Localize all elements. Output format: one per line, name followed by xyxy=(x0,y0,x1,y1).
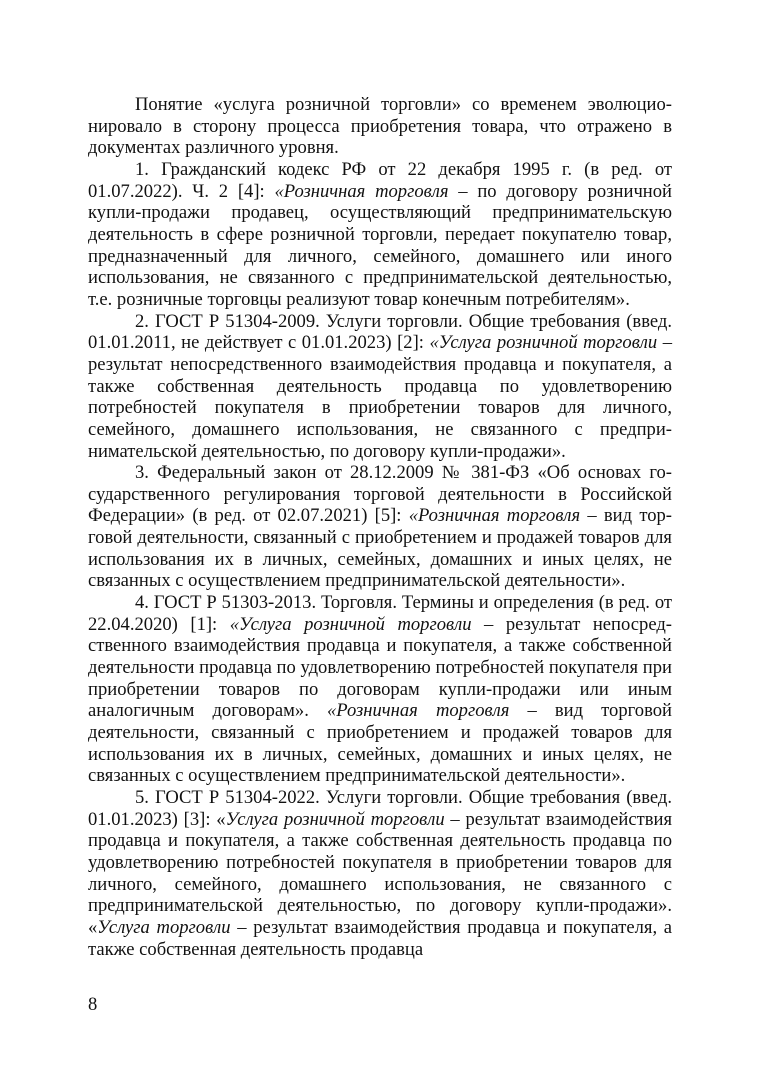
paragraph-intro xyxy=(88,94,672,159)
text-span: – вид торговой деятельности, связанный с приобретением и продажей товаров для использования их в личных, семейных, домашних и иных целях, не связанных с осуществлением предпринимательской деятельности». xyxy=(88,505,672,592)
text-span: 5. ГОСТ Р 51304-2022. Услуги торговли. Общие требования (введ. 01.01.2023) [3]: « xyxy=(88,787,672,830)
italic-term: «Услуга розничной торговли xyxy=(429,332,658,354)
paragraph-item-5 xyxy=(88,787,672,960)
italic-term: Услуга розничной торговли xyxy=(225,808,445,830)
text-span: – результат непосредственного взаимодействия продавца и покупателя, а также собственная деятельность продавца по удовлетворению потребностей покупателя в приобретении товаров для личного, семейного, домашнего использования, не связанного с предпринимательской деятельностью, по договору купли-продажи». xyxy=(88,332,672,462)
text-span: – вид торговой деятельности, связанный с приобретением и продажей товаров для использования их в личных, семейных, домашних и иных целях, не связанных с осуществлением предпринимательской деятельности». xyxy=(88,700,672,787)
text-span: – результат взаимодействия продавца и покупателя, а также собственная деятельность продавца по удовлетворению потребностей покупателя в приобретении товаров для личного, семейного, домашнего использования, не связанного с предпринимательской деятельностью, по договору купли-продажи». « xyxy=(88,808,672,938)
paragraph-item-2 xyxy=(88,311,672,463)
italic-term: «Розничная торговля xyxy=(408,505,581,527)
text-span: – результат взаимодействия продавца и покупателя, а также собственная деятельность продавца xyxy=(88,916,673,960)
text-span: 3. Федеральный закон от 28.12.2009 № 381-ФЗ «Об основах государственного регулирования торговой деятельности в Российской Федерации» (в ред. от 02.07.2021) [5]: xyxy=(88,462,672,527)
paragraph-item-1 xyxy=(88,159,672,311)
text-span: 1. Гражданский кодекс РФ от 22 декабря 1995 г. (в ред. от 01.07.2022). Ч. 2 [4]: xyxy=(88,158,672,202)
paragraph-item-4 xyxy=(88,592,672,787)
text-span: 4. ГОСТ Р 51303-2013. Торговля. Термины и определения (в ред. от 22.04.2020) [1]: xyxy=(88,592,672,635)
text-span: – результат непосредственного взаимодействия продавца и покупателя, а также собственной деятельности продавца по удовлетворению потребностей покупателя при приобретении товаров по договорам купли-продажи или иным аналогичным договорам». xyxy=(88,613,672,722)
italic-term: «Розничная торговля xyxy=(274,180,449,202)
italic-term: «Услуга розничной торговли xyxy=(229,613,472,635)
text-span: Понятие «услуга розничной торговли» со временем эволюционировало в сторону процесса приобретения товара, что отражено в документах различного уровня. xyxy=(88,94,672,159)
page-body xyxy=(88,94,672,960)
text-span: 2. ГОСТ Р 51304-2009. Услуги торговли. Общие требования (введ. 01.01.2011, не действует с 01.01.2023) [2]: xyxy=(88,310,672,354)
text-span: – по договору розничной купли-продажи продавец, осуществляющий предпринимательскую деятельность в сфере розничной торговли, передает покупателю товар, предназначенный для личного, семейного, домашнего или иного использования, не связанного с предпринимательской деятельностью, т.е. розничные торговцы реализуют товар конечным потребителям». xyxy=(88,180,673,310)
paragraph-item-3 xyxy=(88,462,672,592)
italic-term: «Розничная торговля xyxy=(326,700,510,722)
italic-term: Услуга торговли xyxy=(97,916,231,938)
page-number: 8 xyxy=(88,994,98,1015)
